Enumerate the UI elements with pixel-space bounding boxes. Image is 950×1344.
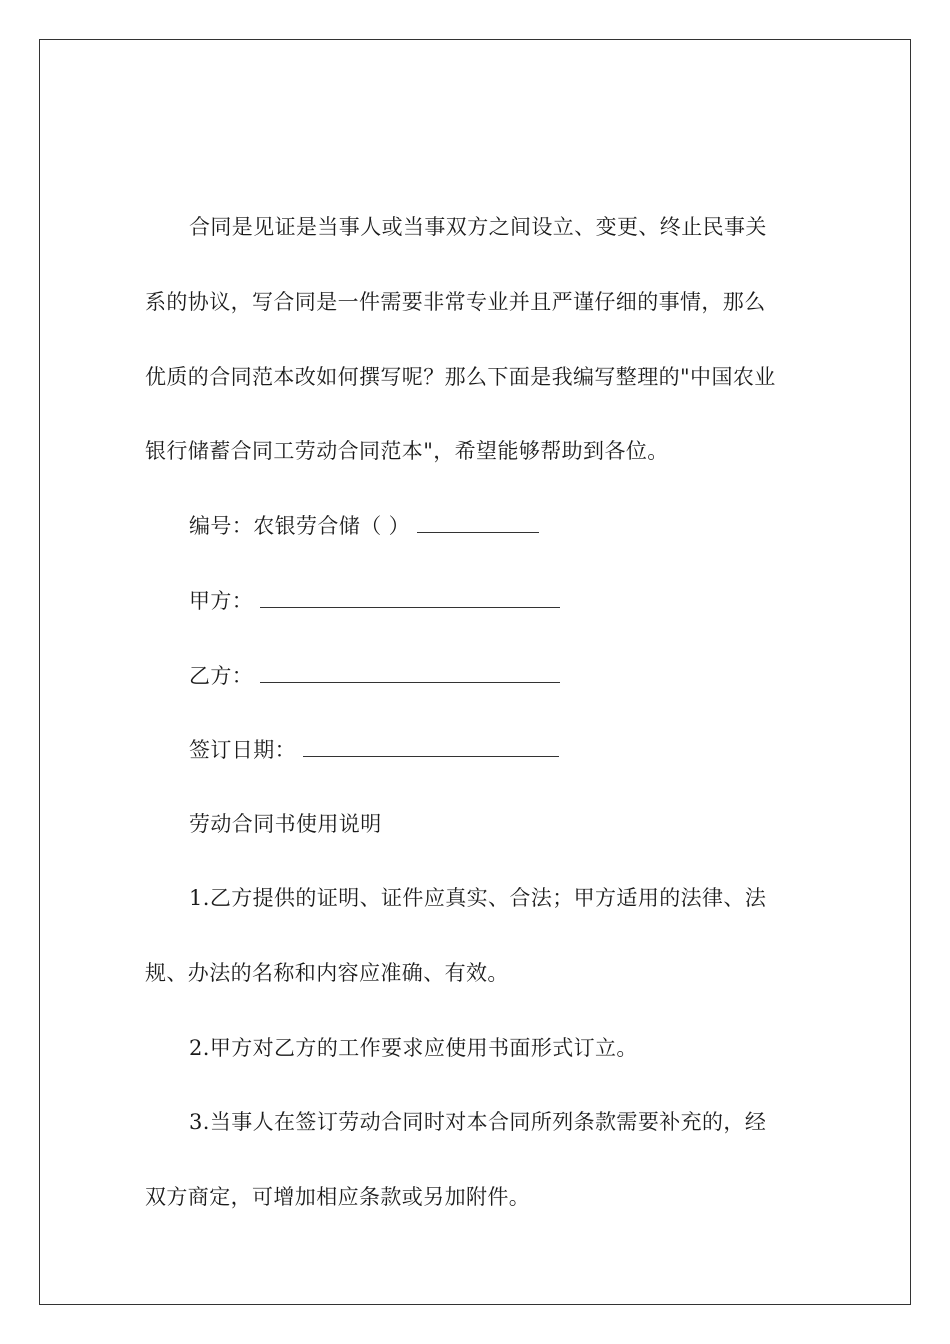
sign-date-label: 签订日期： bbox=[189, 738, 296, 762]
intro-line-3: 优质的合同范本改如何撰写呢？那么下面是我编写整理的"中国农业 bbox=[145, 365, 776, 389]
instruction-1-line-2: 规、办法的名称和内容应准确、有效。 bbox=[145, 961, 509, 985]
instruction-3-line-2: 双方商定，可增加相应条款或另加附件。 bbox=[145, 1185, 531, 1209]
instruction-3-line-1: 3.当事人在签订劳动合同时对本合同所列条款需要补充的，经 bbox=[189, 1110, 767, 1134]
instruction-2: 2.甲方对乙方的工作要求应使用书面形式订立。 bbox=[189, 1036, 638, 1060]
contract-number-label: 编号：农银劳合储（ ） bbox=[189, 514, 411, 538]
party-a-label: 甲方： bbox=[189, 589, 254, 613]
intro-line-1: 合同是见证是当事人或当事双方之间设立、变更、终止民事关 bbox=[189, 215, 767, 239]
intro-line-4: 银行储蓄合同工劳动合同范本"，希望能够帮助到各位。 bbox=[145, 439, 669, 463]
contract-number-blank bbox=[417, 510, 539, 533]
sign-date-field bbox=[189, 734, 559, 765]
party-b-label: 乙方： bbox=[189, 664, 254, 688]
party-b-blank bbox=[260, 660, 560, 683]
section-title: 劳动合同书使用说明 bbox=[189, 812, 382, 836]
party-a-field bbox=[189, 585, 560, 616]
sign-date-blank bbox=[303, 734, 559, 757]
party-b-field bbox=[189, 660, 560, 691]
instruction-1-line-1: 1.乙方提供的证明、证件应真实、合法；甲方适用的法律、法 bbox=[189, 886, 767, 910]
contract-number-field bbox=[189, 510, 539, 541]
party-a-blank bbox=[260, 585, 560, 608]
intro-line-2: 系的协议，写合同是一件需要非常专业并且严谨仔细的事情，那么 bbox=[145, 290, 766, 314]
